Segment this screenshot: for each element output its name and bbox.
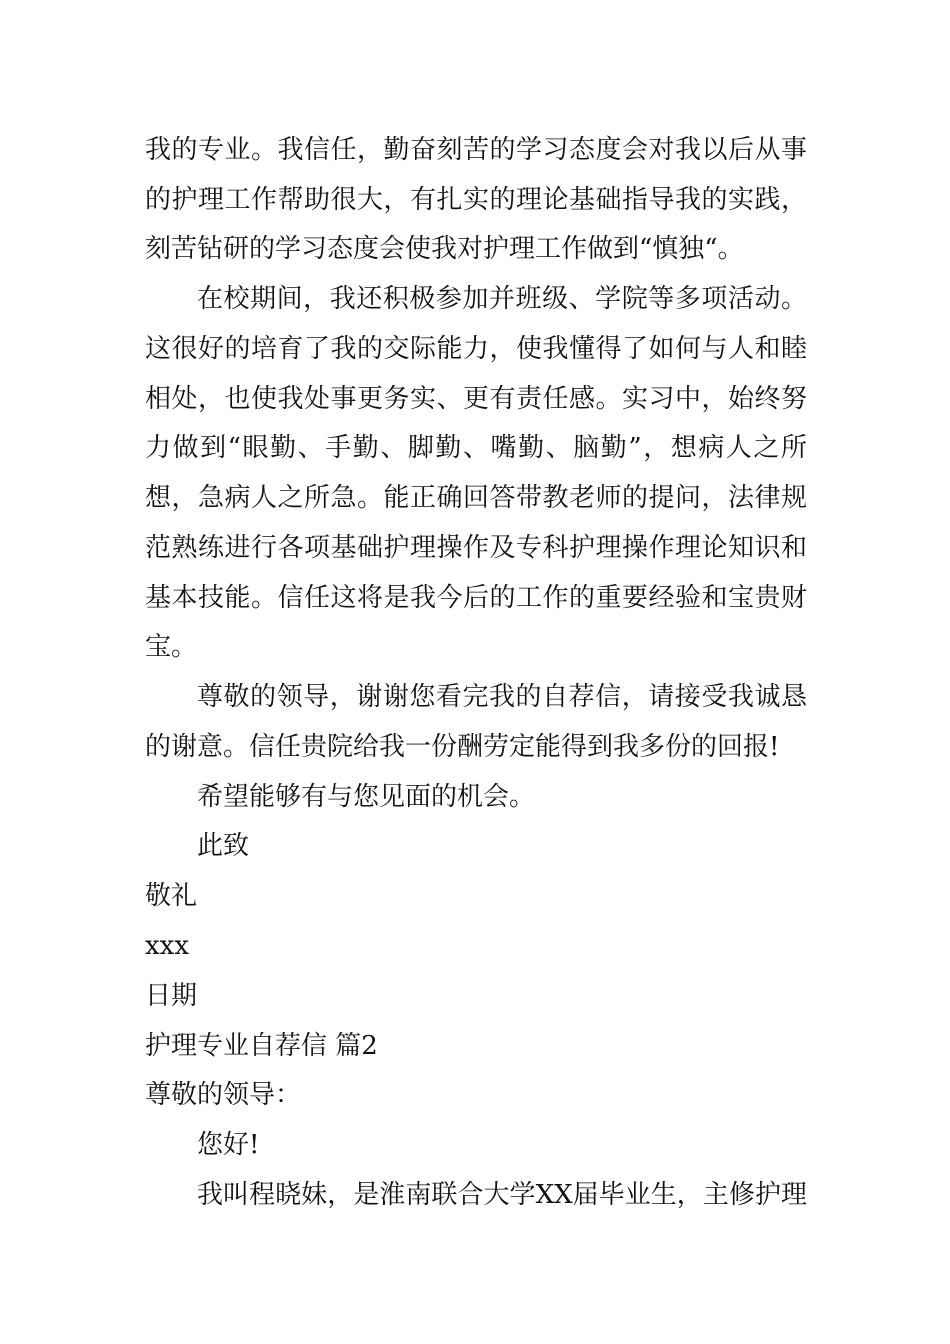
paragraph-line: 这很好的培育了我的交际能力，使我懂得了如何与人和睦 bbox=[145, 334, 807, 364]
paragraph-line: 相处，也使我处事更务实、更有责任感。实习中，始终努 bbox=[145, 384, 807, 414]
paragraph-line: 想，急病人之所急。能正确回答带教老师的提问，法律规 bbox=[145, 483, 807, 513]
paragraph-line: 尊敬的领导，谢谢您看完我的自荐信，请接受我诚恳 bbox=[197, 682, 807, 712]
paragraph-line: 的谢意。信任贵院给我一份酬劳定能得到我多份的回报! bbox=[145, 732, 780, 762]
closing-salute: 敬礼 bbox=[145, 881, 198, 911]
paragraph-line: 宝。 bbox=[145, 632, 198, 662]
paragraph-line: 力做到“眼勤、手勤、脚勤、嘴勤、脑勤”，想病人之所 bbox=[145, 433, 807, 463]
paragraph-line: 在校期间，我还积极参加并班级、学院等多项活动。 bbox=[197, 284, 807, 314]
closing-line: 此致 bbox=[197, 831, 250, 861]
signature-name: xxx bbox=[145, 931, 189, 961]
paragraph-line: 的护理工作帮助很大，有扎实的理论基础指导我的实践， bbox=[145, 185, 807, 215]
greeting: 您好! bbox=[197, 1130, 260, 1160]
paragraph-line: 我的专业。我信任，勤奋刻苦的学习态度会对我以后从事 bbox=[145, 135, 807, 165]
paragraph-line: 基本技能。信任这将是我今后的工作的重要经验和宝贵财 bbox=[145, 583, 807, 613]
date-line: 日期 bbox=[145, 981, 198, 1011]
salutation: 尊敬的领导： bbox=[145, 1080, 302, 1110]
paragraph-line: 希望能够有与您见面的机会。 bbox=[197, 782, 536, 812]
paragraph-line: 范熟练进行各项基础护理操作及专科护理操作理论知识和 bbox=[145, 533, 807, 563]
paragraph-line: 刻苦钻研的学习态度会使我对护理工作做到“慎独“。 bbox=[145, 234, 744, 264]
section-title: 护理专业自荐信 篇2 bbox=[145, 1031, 378, 1061]
paragraph-line: 我叫程晓妹，是淮南联合大学XX届毕业生，主修护理 bbox=[197, 1180, 807, 1210]
